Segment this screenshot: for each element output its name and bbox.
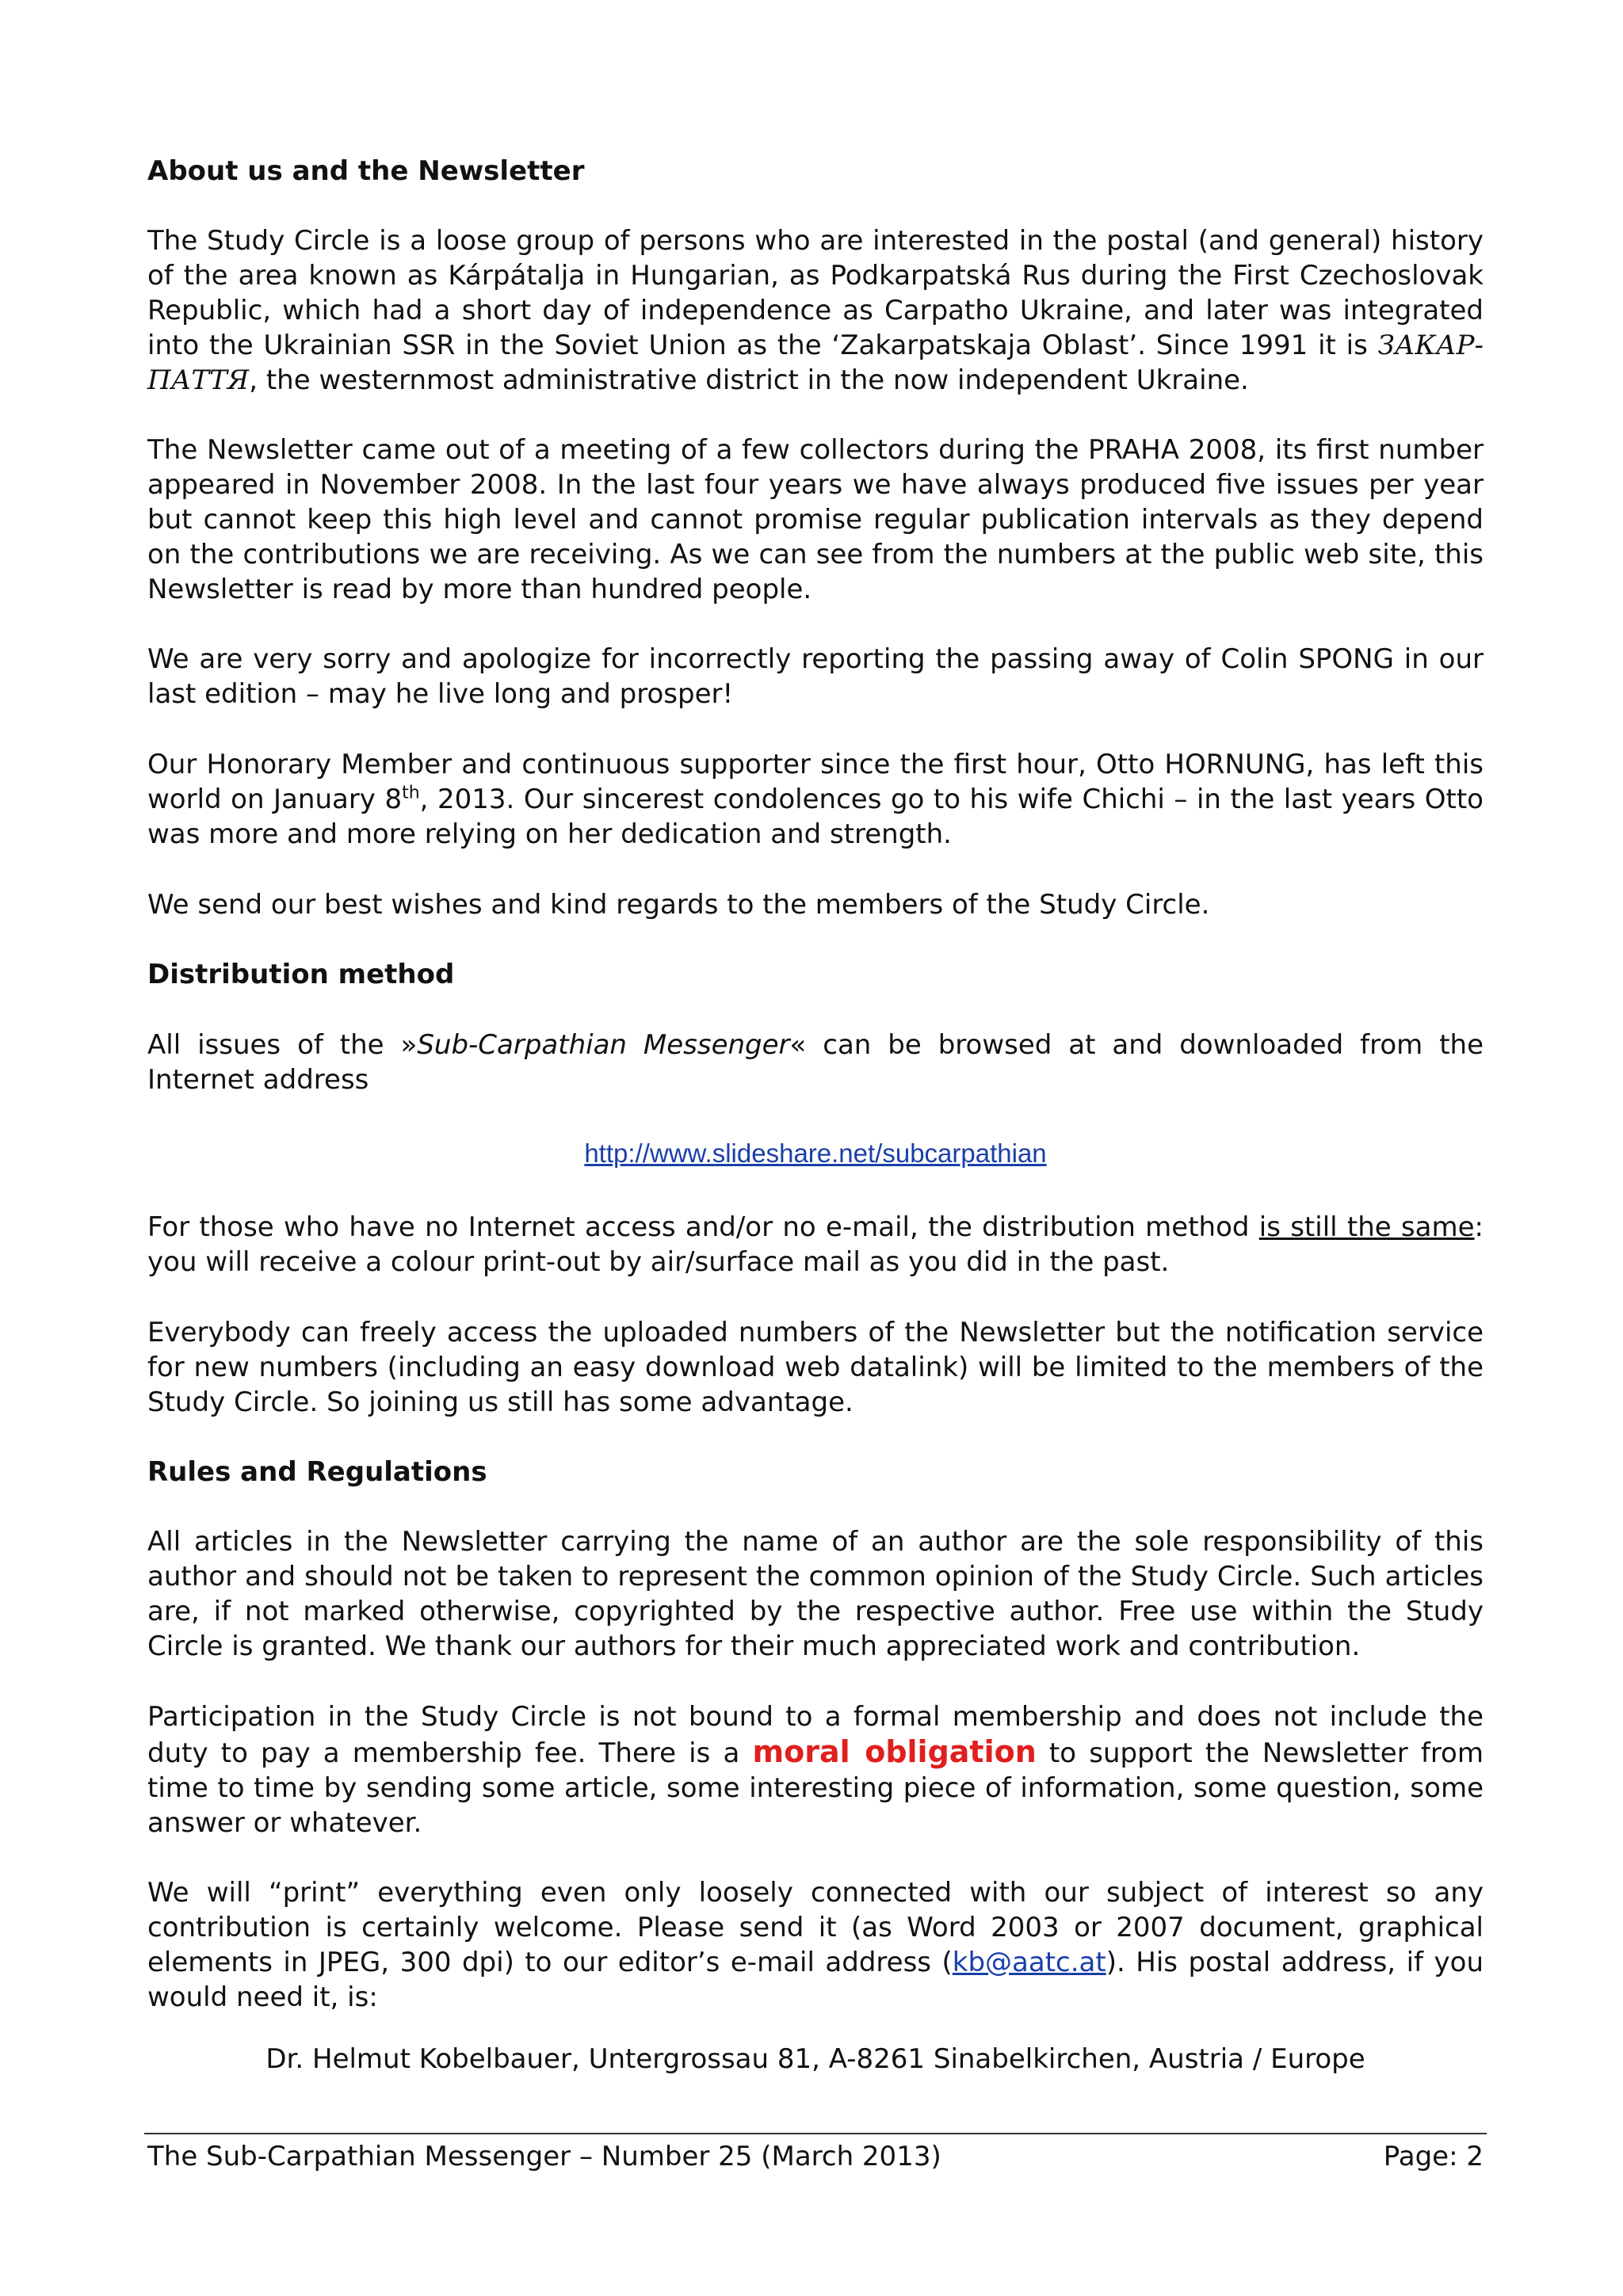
page-footer <box>147 2139 1484 2174</box>
paragraph-articles: All articles in the Newsletter carrying the name of an author are the sole responsibility of this author and should not be taken to represent the common opinion of the Study Circle. Such articles are, if not marked otherwise, copyrighted by the respective author. Free use within the Study Circle is granted. We thank our authors for their much appreciated work and contribution. <box>147 1526 1484 1662</box>
url-line <box>147 1136 1484 1171</box>
underlined-phrase: is still the same <box>1258 1211 1475 1243</box>
text-segment: ). His postal address, if you would need it, is: <box>147 1947 1484 2013</box>
footer-publication: The Sub-Carpathian Messenger – Number 25 (March 2013) <box>147 2141 941 2172</box>
newsletter-title: Sub-Carpathian Messenger <box>417 1029 790 1061</box>
text-segment: , the westernmost administrative district in the now independent Ukraine. <box>249 364 1249 396</box>
paragraph-study-circle <box>147 223 1484 398</box>
moral-obligation-highlight: moral obligation <box>752 1734 1037 1769</box>
text-segment: The Study Circle is a loose group of persons who are interested in the postal (and general) history of the area known as Kárpátalja in Hungarian, as Podkarpatská Rus during the First Czechoslovak Republic, which had a short day of independence as Carpatho Ukraine, and later was integrated into the Ukrainian SSR in the Soviet Union as the ‘Zakarpatskaja Oblast’. Since 1991 it is <box>147 225 1484 361</box>
text-segment: All issues of the » <box>147 1029 418 1061</box>
paragraph-apology: We are very sorry and apologize for incorrectly reporting the passing away of Colin SPONG in our last edition – may he live long and prosper! <box>147 643 1484 710</box>
editor-email-link[interactable]: kb@aatc.at <box>952 1947 1106 1978</box>
paragraph-issues-address <box>147 1028 1484 1097</box>
paragraph-honorary-member <box>147 747 1484 852</box>
paragraph-best-wishes: We send our best wishes and kind regards to the members of the Study Circle. <box>147 889 1210 921</box>
footer-page-number: Page: 2 <box>1383 2141 1484 2172</box>
postal-address: Dr. Helmut Kobelbauer, Untergrossau 81, A-8261 Sinabelkirchen, Austria / Europe <box>265 2043 1365 2075</box>
footer-divider <box>144 2133 1487 2134</box>
slideshare-link[interactable]: http://www.slideshare.net/subcarpathian <box>584 1138 1047 1168</box>
text-segment: , 2013. Our sincerest condolences go to his wife Chichi – in the last years Otto was more and more relying on her dedication and strength. <box>147 784 1484 850</box>
ordinal-suffix: th <box>402 783 420 803</box>
paragraph-participation <box>147 1699 1484 1840</box>
heading-about: About us and the Newsletter <box>147 155 585 187</box>
text-segment: to support the Newsletter from time to time by sending some article, some interesting piece of information, some question, some answer or whatever. <box>147 1737 1484 1839</box>
paragraph-no-internet <box>147 1210 1484 1280</box>
text-segment: : you will receive a colour print-out by air/surface mail as you did in the past. <box>147 1211 1484 1278</box>
heading-rules: Rules and Regulations <box>147 1456 487 1488</box>
heading-distribution: Distribution method <box>147 959 455 990</box>
text-segment: For those who have no Internet access and/or no e-mail, the distribution method <box>147 1211 1259 1243</box>
text-segment: Participation in the Study Circle is not bound to a formal membership and does not include the duty to pay a membership fee. There is a <box>147 1701 1484 1769</box>
text-segment: We will “print” everything even only loosely connected with our subject of interest so any contribution is certainly welcome. Please send it (as Word 2003 or 2007 document, graphical elements in JPEG, 300 dpi) to our editor’s e-mail address ( <box>147 1877 1484 1978</box>
text-segment: Our Honorary Member and continuous supporter since the first hour, Otto HORNUNG, has left this world on January 8 <box>147 749 1484 815</box>
paragraph-free-access: Everybody can freely access the uploaded numbers of the Newsletter but the notification service for new numbers (including an easy download web datalink) will be limited to the members of the Study Circle. So joining us still has some advantage. <box>147 1317 1484 1418</box>
paragraph-newsletter-origin: The Newsletter came out of a meeting of a few collectors during the PRAHA 2008, its first number appeared in November 2008. In the last four years we have always produced five issues per year but cannot keep this high level and cannot promise regular publication intervals as they depend on the contributions we are receiving. As we can see from the numbers at the public web site, this Newsletter is read by more than hundred people. <box>147 434 1484 605</box>
cyrillic-name: ЗАКАР-ПАТТЯ <box>147 330 1484 396</box>
paragraph-contributions <box>147 1875 1484 2015</box>
text-segment: « can be browsed at and downloaded from the Internet address <box>147 1029 1484 1096</box>
